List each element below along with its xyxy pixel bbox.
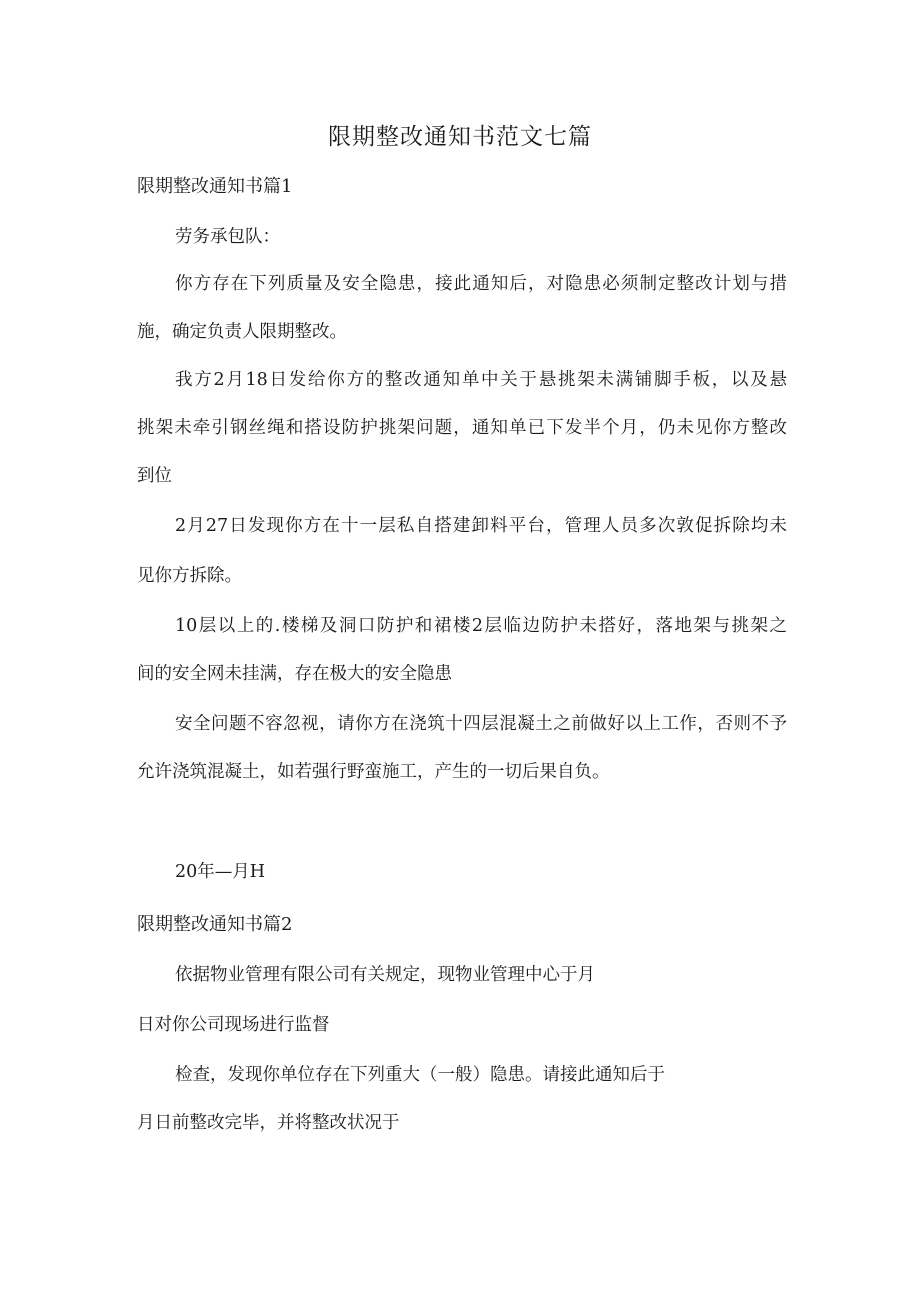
paragraph-line: 我方2月18日发给你方的整改通知单中关于悬挑架未满铺脚手板，以及悬: [175, 370, 787, 390]
paragraph-line: 间的安全网未挂满，存在极大的安全隐患: [137, 664, 452, 684]
addressee: 劳务承包队：: [175, 227, 280, 247]
paragraph-line: 挑架未牵引钢丝绳和搭设防护挑架问题，通知单已下发半个月，仍未见你方整改: [137, 418, 787, 438]
paragraph-line: 月日前整改完毕，并将整改状况于: [137, 1113, 400, 1133]
signature-date: 20年—月H: [175, 862, 266, 882]
paragraph-line: 到位: [137, 466, 172, 486]
paragraph-line: 检查，发现你单位存在下列重大（一般）隐患。请接此通知后于: [175, 1065, 665, 1085]
paragraph-line: 2月27日发现你方在十一层私自搭建卸料平台，管理人员多次敦促拆除均未: [175, 516, 787, 536]
section-heading: 限期整改通知书篇2: [137, 914, 293, 935]
paragraph-line: 施，确定负责人限期整改。: [137, 322, 347, 342]
paragraph-line: 允许浇筑混凝土，如若强行野蛮施工，产生的一切后果自负。: [137, 762, 610, 782]
document-title: 限期整改通知书范文七篇: [328, 124, 592, 150]
paragraph-line: 见你方拆除。: [137, 566, 242, 586]
paragraph-line: 安全问题不容忽视，请你方在浇筑十四层混凝土之前做好以上工作，否则不予: [175, 714, 787, 734]
paragraph-line: 10层以上的.楼梯及洞口防护和裙楼2层临边防护未搭好，落地架与挑架之: [175, 616, 787, 636]
section-heading: 限期整改通知书篇1: [137, 176, 293, 197]
paragraph-line: 你方存在下列质量及安全隐患，接此通知后，对隐患必须制定整改计划与措: [175, 274, 787, 294]
paragraph-line: 依据物业管理有限公司有关规定，现物业管理中心于月: [175, 965, 595, 985]
paragraph-line: 日对你公司现场进行监督: [137, 1015, 330, 1035]
